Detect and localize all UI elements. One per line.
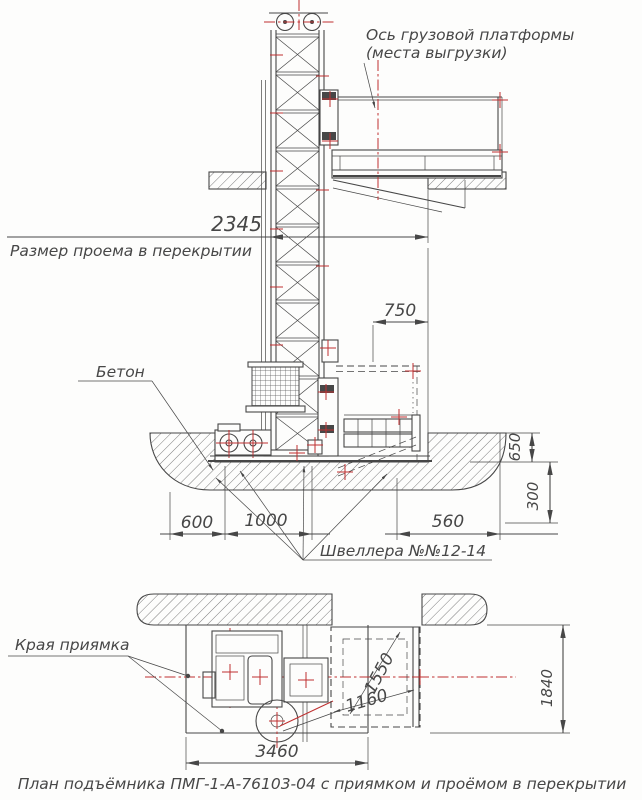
platform-axis-label — [364, 26, 574, 108]
mesh-guard-box — [246, 362, 305, 412]
pit-edges-text: Края приямка — [15, 636, 130, 654]
dim-1840: 1840 — [538, 668, 556, 708]
dim-pit-width — [430, 625, 570, 733]
dim-pit-length — [186, 737, 368, 770]
plan-wall-band — [137, 594, 570, 625]
pit-edges-label — [8, 636, 224, 733]
concrete-text: Бетон — [96, 363, 145, 381]
opening-size-label: Размер проема в перекрытии — [10, 242, 252, 260]
channels-text: Швеллера №№12-14 — [320, 542, 487, 560]
axis-label-line1: Ось грузовой платформы — [366, 26, 575, 44]
dim-3460: 3460 — [255, 742, 299, 762]
dim-platform-overhang — [373, 248, 428, 433]
dim-1550: 1550 — [360, 649, 399, 698]
drawing-caption: План подъёмника ПМГ-1-А-76103-04 с приямком и проёмом в перекрытии — [17, 775, 627, 793]
dim-300: 300 — [524, 481, 542, 511]
dim-opening-width — [7, 190, 428, 260]
dim-750: 750 — [383, 301, 417, 321]
mast-top-pulleys — [264, 0, 334, 31]
dim-2345: 2345 — [211, 212, 262, 236]
axis-label-line2: (места выгрузки) — [366, 44, 508, 62]
plan-winch — [203, 631, 282, 707]
dim-1000: 1000 — [244, 511, 288, 531]
dim-600: 600 — [180, 513, 214, 533]
dim-650: 650 — [506, 432, 524, 462]
base-channels — [208, 456, 432, 461]
dim-560: 560 — [431, 512, 465, 532]
upper-carriage — [320, 90, 338, 145]
dim-1160: 1160 — [343, 685, 391, 717]
